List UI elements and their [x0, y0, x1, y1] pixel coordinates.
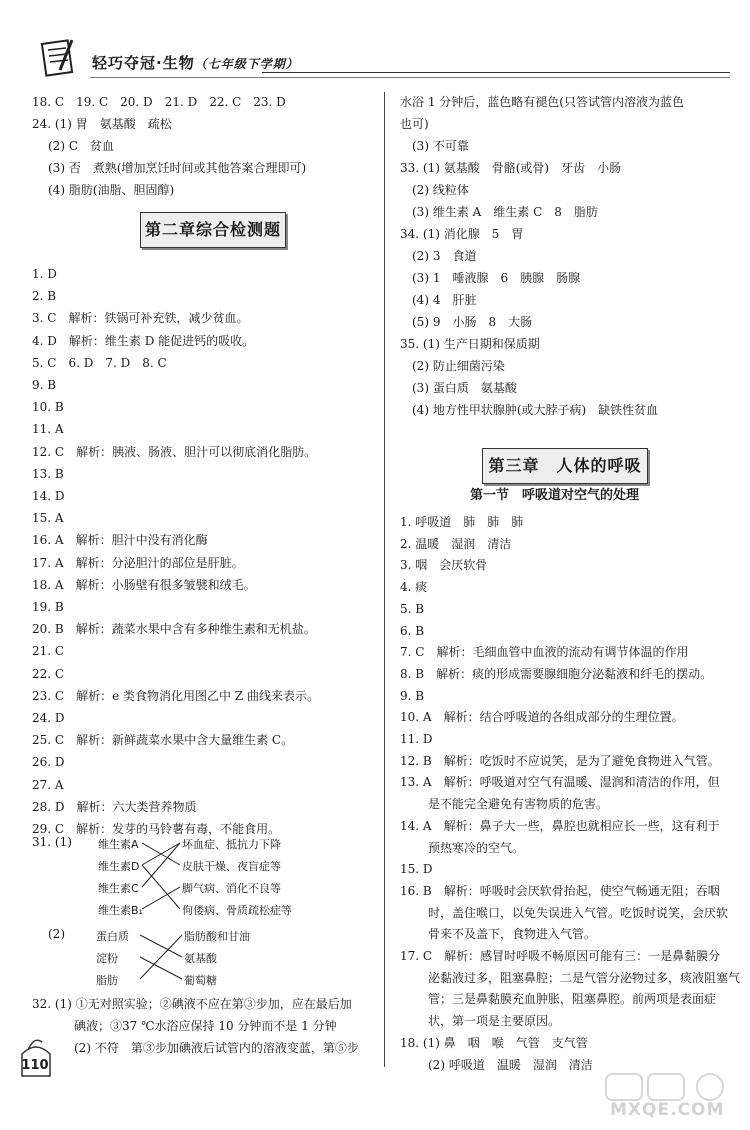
answer-line: 2. B	[32, 289, 57, 304]
answer-line: (2) 3 食道	[412, 249, 477, 263]
match-item: 脂肪酸和甘油	[184, 930, 250, 943]
match-line	[142, 887, 180, 909]
answer-line: 2. 温暖 湿润 清洁	[400, 536, 512, 551]
answer-line: (3) 蛋白质 氨基酸	[412, 381, 517, 395]
answer-line: (3) 维生素 A 维生素 C 8 脂肪	[412, 205, 598, 219]
watermark-logo	[602, 1072, 742, 1124]
answer-line: 水浴 1 分钟后，蓝色略有褪色(只答试管内溶液为蓝色	[400, 95, 684, 109]
answer-line: (3) 否 煮熟(增加烹饪时间或其他答案合理即可)	[48, 161, 307, 175]
answer-line: 35. (1) 生产日期和保质期	[400, 337, 540, 351]
match-item: 脚气病、消化不良等	[182, 882, 281, 895]
answer-line: 18. (1) 鼻 咽 喉 气管 支气管	[400, 1035, 588, 1050]
answer-line: 时，盖住喉口，以免失误进入气管。吃饭时说笑，会厌软	[428, 905, 729, 920]
match-item: 维生素B₁	[98, 904, 143, 917]
answer-line: 骨来不及盖下，食物进入气管。	[428, 927, 597, 942]
answer-line: 4. 痰	[400, 580, 428, 595]
answer-line: 预热寒冷的空气。	[428, 840, 525, 855]
answer-line: 17. A 解析：分泌胆汁的部位是肝脏。	[32, 555, 244, 570]
answer-line: 16. A 解析：胆汁中没有消化酶	[32, 533, 208, 548]
match-line	[142, 865, 180, 909]
answer-line: 24. D	[32, 711, 65, 725]
answer-line: 5. C 6. D 7. D 8. C	[32, 355, 167, 370]
match-line	[140, 957, 182, 979]
match-item: 葡萄糖	[184, 974, 217, 987]
answer-line: 27. A	[32, 777, 64, 792]
match-item: 氨基酸	[184, 952, 217, 965]
answer-line: 15. A	[32, 511, 64, 526]
answer-line: 23. C 解析：e 类食物消化用图乙中 Z 曲线来表示。	[32, 688, 319, 703]
answer-line: 11. D	[400, 732, 433, 746]
answer-line: 碘液；③37 ℃水浴应保持 10 分钟而不是 1 分钟	[74, 1019, 337, 1033]
answer-line: 26. D	[32, 755, 65, 770]
answer-line: 也可)	[400, 117, 429, 131]
answer-line: (2) 线粒体	[412, 183, 469, 197]
answer-line: 10. A 解析：结合呼吸道的各组成部分的生理位置。	[400, 710, 684, 725]
answer-line: 33. (1) 氨基酸 骨骼(或骨) 牙齿 小肠	[400, 161, 622, 175]
match-lines-1	[140, 834, 184, 924]
answer-line: 20. B 解析：蔬菜水果中含有多种维生素和无机盐。	[32, 622, 316, 637]
answer-line: 18. C 19. C 20. D 21. D 22. C 23. D	[32, 95, 286, 109]
answer-line: 21. C	[32, 644, 65, 659]
answer-line: (5) 9 小肠 8 大肠	[412, 315, 533, 329]
answer-line: 24. (1) 胃 氨基酸 疏松	[32, 117, 172, 131]
answer-line: (3) 1 唾液腺 6 胰腺 肠腺	[412, 271, 581, 285]
answer-line: (2) 不符 第③步加碘液后试管内的溶液变蓝，第⑤步	[74, 1041, 359, 1055]
answer-line: 3. C 解析：铁锅可补充铁，减少贫血。	[32, 311, 249, 326]
answer-line: (2) 呼吸道 温暖 湿润 清洁	[428, 1057, 593, 1072]
book-title: 轻巧夺冠·生物	[92, 54, 195, 72]
answer-line: (4) 脂肪(油脂、胆固醇)	[48, 183, 175, 197]
answer-line: 4. D 解析：维生素 D 能促进钙的吸收。	[32, 333, 255, 348]
answer-line: (2) 防止细菌污染	[412, 359, 505, 373]
answer-line: 13. B	[32, 466, 64, 481]
answer-line: 状，第一项是主要原因。	[428, 1014, 561, 1029]
chapter-2-title: 第二章综合检测题	[140, 212, 286, 248]
answer-line: 5. B	[400, 601, 425, 616]
answer-line: 1. 呼吸道 肺 肺 肺	[400, 515, 524, 529]
book-subtitle: （七年级下学期）	[194, 57, 299, 71]
answer-line: 14. D	[32, 489, 65, 503]
answer-line: 1. D	[32, 267, 57, 281]
match-line	[142, 843, 180, 887]
match-item: 维生素A	[98, 838, 139, 851]
match-item: 佝偻病、骨质疏松症等	[182, 904, 292, 917]
answer-line: 14. A 解析：鼻子大一些，鼻腔也就相应长一些，这有利于	[400, 818, 720, 833]
answer-line: 17. C 解析：感冒时呼吸不畅原因可能有三：一是鼻黏膜分	[400, 949, 721, 963]
answer-line: 9. B	[400, 688, 425, 703]
match-item: 蛋白质	[96, 930, 129, 943]
answer-line: (3) 不可靠	[412, 139, 469, 153]
match-item: 坏血症、抵抗力下降	[182, 838, 281, 851]
answer-line: 泌黏液过多，阻塞鼻腔；二是气管分泌物过多，痰液阻塞气	[428, 970, 741, 985]
match-item: 脂肪	[96, 974, 118, 987]
answer-line: 12. C 解析：胰液、肠液、胆汁可以彻底消化脂肪。	[32, 444, 317, 459]
match-item: 维生素D	[98, 860, 140, 873]
answer-line: (2) C 贫血	[48, 139, 114, 153]
answer-line: 7. C 解析：毛细血管中血液的流动有调节体温的作用	[400, 645, 689, 660]
match-line	[140, 935, 182, 957]
answer-line: 19. B	[32, 600, 64, 614]
match-item: 维生素C	[98, 882, 139, 895]
match-item: 皮肤干燥、夜盲症等	[182, 860, 281, 873]
q31-label: 31. (1)	[32, 835, 72, 849]
answer-line: 是不能完全避免有害物质的危害。	[428, 797, 609, 812]
match-line	[140, 935, 182, 979]
answer-line: 6. B	[400, 623, 425, 638]
answer-line: 12. B 解析：吃饭时不应说笑，是为了避免食物进入气管。	[400, 753, 720, 768]
answer-line: 13. A 解析：呼吸道对空气有温暖、湿润和清洁的作用，但	[400, 775, 720, 790]
answer-line: 11. A	[32, 422, 64, 437]
answer-line: 16. B 解析：呼吸时会厌软骨抬起，使空气畅通无阻；吞咽	[400, 883, 720, 898]
answer-line: 28. D 解析：六大类营养物质	[32, 799, 197, 814]
page-number: 110	[21, 1058, 49, 1073]
answer-line: 25. C 解析：新鲜蔬菜水果中含大量维生素 C。	[32, 733, 294, 748]
section-title: 第一节 呼吸道对空气的处理	[470, 488, 640, 503]
match-item: 淀粉	[96, 952, 118, 965]
answer-line: 8. B 解析：痰的形成需要腺细胞分泌黏液和纤毛的摆动。	[400, 666, 713, 681]
answer-line: 管；三是鼻黏膜充血肿胀，阻塞鼻腔。前两项是表面症	[428, 992, 717, 1007]
match-lines-2	[138, 926, 184, 990]
chapter-3-title: 第三章 人体的呼吸	[482, 448, 648, 484]
watermark-text: MXQE.COM	[610, 1100, 725, 1120]
q31-2-label: (2)	[48, 927, 65, 941]
answer-line: 9. B	[32, 378, 57, 392]
watermark-seal-icon	[602, 1072, 742, 1102]
answer-line: (4) 地方性甲状腺肿(或大脖子病) 缺铁性贫血	[412, 403, 659, 417]
answer-line: 22. C	[32, 666, 65, 681]
answer-line: 29. C 解析：发芽的马铃薯有毒，不能食用。	[32, 822, 281, 836]
answer-line: 34. (1) 消化腺 5 胃	[400, 227, 524, 241]
answer-line: (4) 4 肝脏	[412, 293, 477, 307]
answer-line: 18. A 解析：小肠壁有很多皱襞和绒毛。	[32, 577, 256, 592]
answer-line: 3. 咽 会厌软骨	[400, 558, 488, 573]
page-number-badge	[18, 1032, 54, 1080]
answer-line: 10. B	[32, 400, 64, 415]
answer-line: 15. D	[400, 862, 433, 877]
answer-line: 32. (1) ①无对照实验；②碘液不应在第③步加，应在最后加	[32, 997, 352, 1011]
